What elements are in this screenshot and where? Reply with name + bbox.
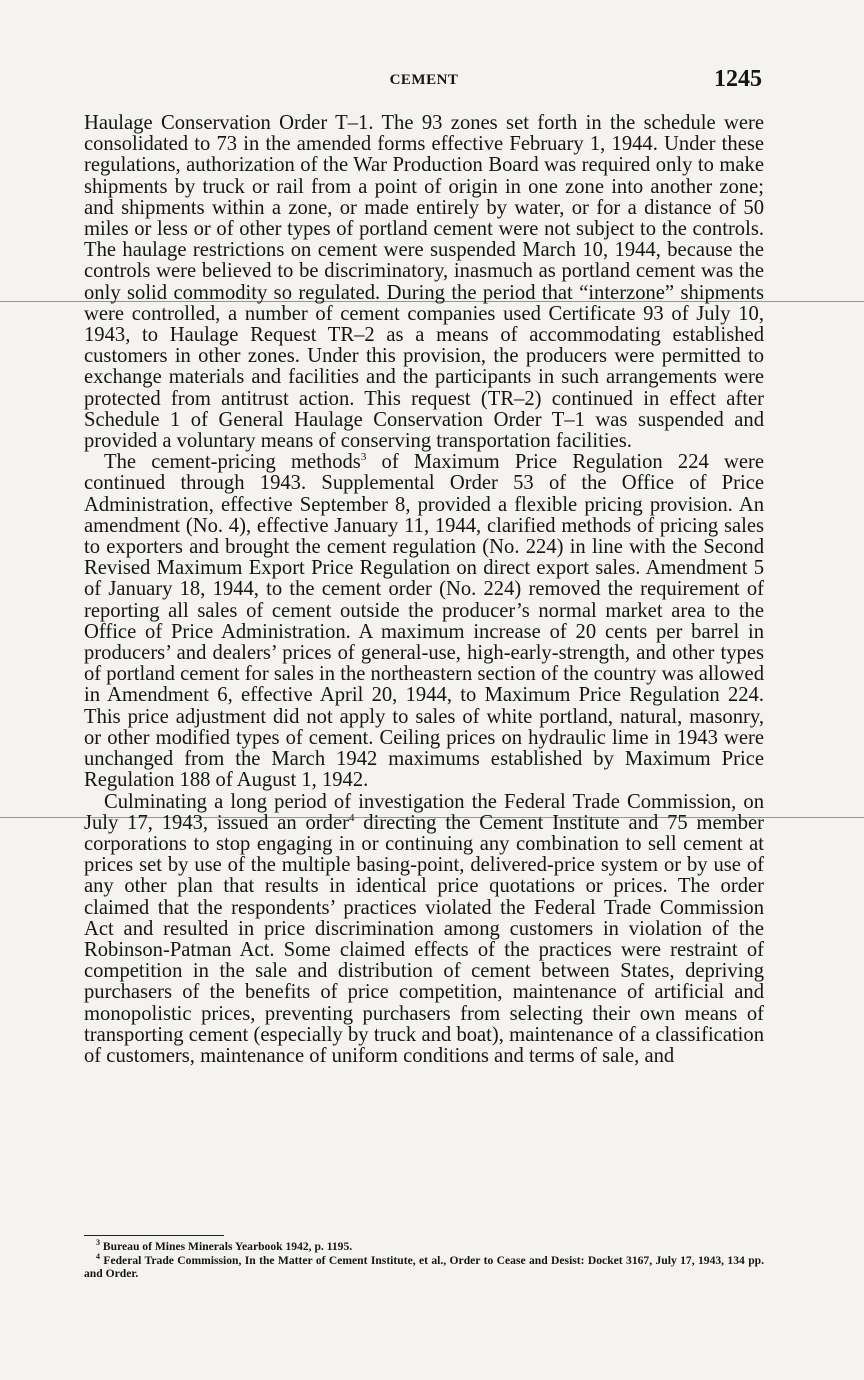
footnote (84, 1240, 764, 1254)
footnote-reference: 3 (360, 451, 367, 464)
footnote-mark: 3 (96, 1238, 100, 1248)
paragraph (84, 792, 764, 1068)
footnote-divider (84, 1235, 224, 1236)
page-number: 1245 (714, 66, 762, 92)
footnotes (84, 1240, 764, 1281)
paragraph-text: The cement-pricing methods (104, 451, 361, 474)
paragraph (84, 452, 764, 791)
footnote-mark: 4 (96, 1251, 100, 1261)
footnote-reference: 4 (348, 811, 355, 824)
footnote-text: Federal Trade Commission, In the Matter of Cement Institute, et al., Order to Cease and Desist: Docket 3167, July 17, 1943, 134 pp. and Order. (84, 1253, 764, 1280)
paragraph-text: Culminating a long period of investigation the Federal Trade Commission, on July 17, 1943, issued an order (84, 790, 764, 834)
footnote (84, 1251, 764, 1281)
paragraph-text: directing the Cement Institute and 75 member corporations to stop engaging in or continuing any combination to sell cement at prices set by use of the multiple basing-point, delivered-price system or by use of any other plan that results in identical price quotations or prices. The order claimed that the respondents’ practices violated the Federal Trade Commission Act and resulted in price discrimination among customers in violation of the Robinson-Patman Act. Some claimed effects of the practices were restraint of competition in the sale and distribution of cement between States, depriving purchasers of the benefits of price competition, maintenance of artificial and monopolistic prices, preventing purchasers from selecting their own means of transporting cement (especially by truck and boat), maintenance of a classification of customers, maintenance of uniform conditions and terms of sale, and (84, 811, 764, 1067)
paragraph (84, 113, 764, 452)
paragraph-text: Haulage Conservation Order T–1. The 93 zones set forth in the schedule were consolidated to 73 in the amended forms effective February 1, 1944. Under these regulations, authorization of the War Production Board was required only to make shipments by truck or rail from a point of origin in one zone into another zone; and shipments within a zone, or made entirely by water, or for a distance of 50 miles or less or of other types of portland cement were not subject to the controls. The haulage restrictions on cement were suspended March 10, 1944, because the controls were believed to be discriminatory, inasmuch as portland cement was the only solid commodity so regulated. During the period that “interzone” shipments were controlled, a number of cement companies used Certificate 93 of July 10, 1943, to Haulage Request TR–2 as a means of accommodating established customers in other zones. Under this provision, the producers were permitted to exchange materials and facilities and the participants in such arrangements were protected from antitrust action. This request (TR–2) continued in effect after Schedule 1 of General Haulage Conservation Order T–1 was suspended and provided a voluntary means of conserving transportation facilities. (84, 112, 764, 453)
footnote-text: Bureau of Mines Minerals Yearbook 1942, p. 1195. (100, 1240, 353, 1253)
body-text (84, 113, 764, 1067)
running-head: CEMENT (389, 72, 459, 88)
paragraph-text: of Maximum Price Regulation 224 were continued through 1943. Supplemental Order 53 of the Office of Price Administration, effective September 8, provided a flexible pricing provision. An amendment (No. 4), effective January 11, 1944, clarified methods of pricing sales to exporters and brought the cement regulation (No. 224) in line with the Second Revised Maximum Export Price Regulation on direct export sales. Amendment 5 of January 18, 1944, to the cement order (No. 224) removed the requirement of reporting all sales of cement outside the producer’s normal market area to the Office of Price Administration. A maximum increase of 20 cents per barrel in producers’ and dealers’ prices of general-use, high-early-strength, and other types of portland cement for sales in the northeastern section of the country was allowed in Amendment 6, effective April 20, 1944, to Maximum Price Regulation 224. This price adjustment did not apply to sales of white portland, natural, masonry, or other modified types of cement. Ceiling prices on hydraulic lime in 1943 were unchanged from the March 1942 maximums established by Maximum Price Regulation 188 of August 1, 1942. (84, 451, 764, 792)
page-header (84, 66, 764, 98)
